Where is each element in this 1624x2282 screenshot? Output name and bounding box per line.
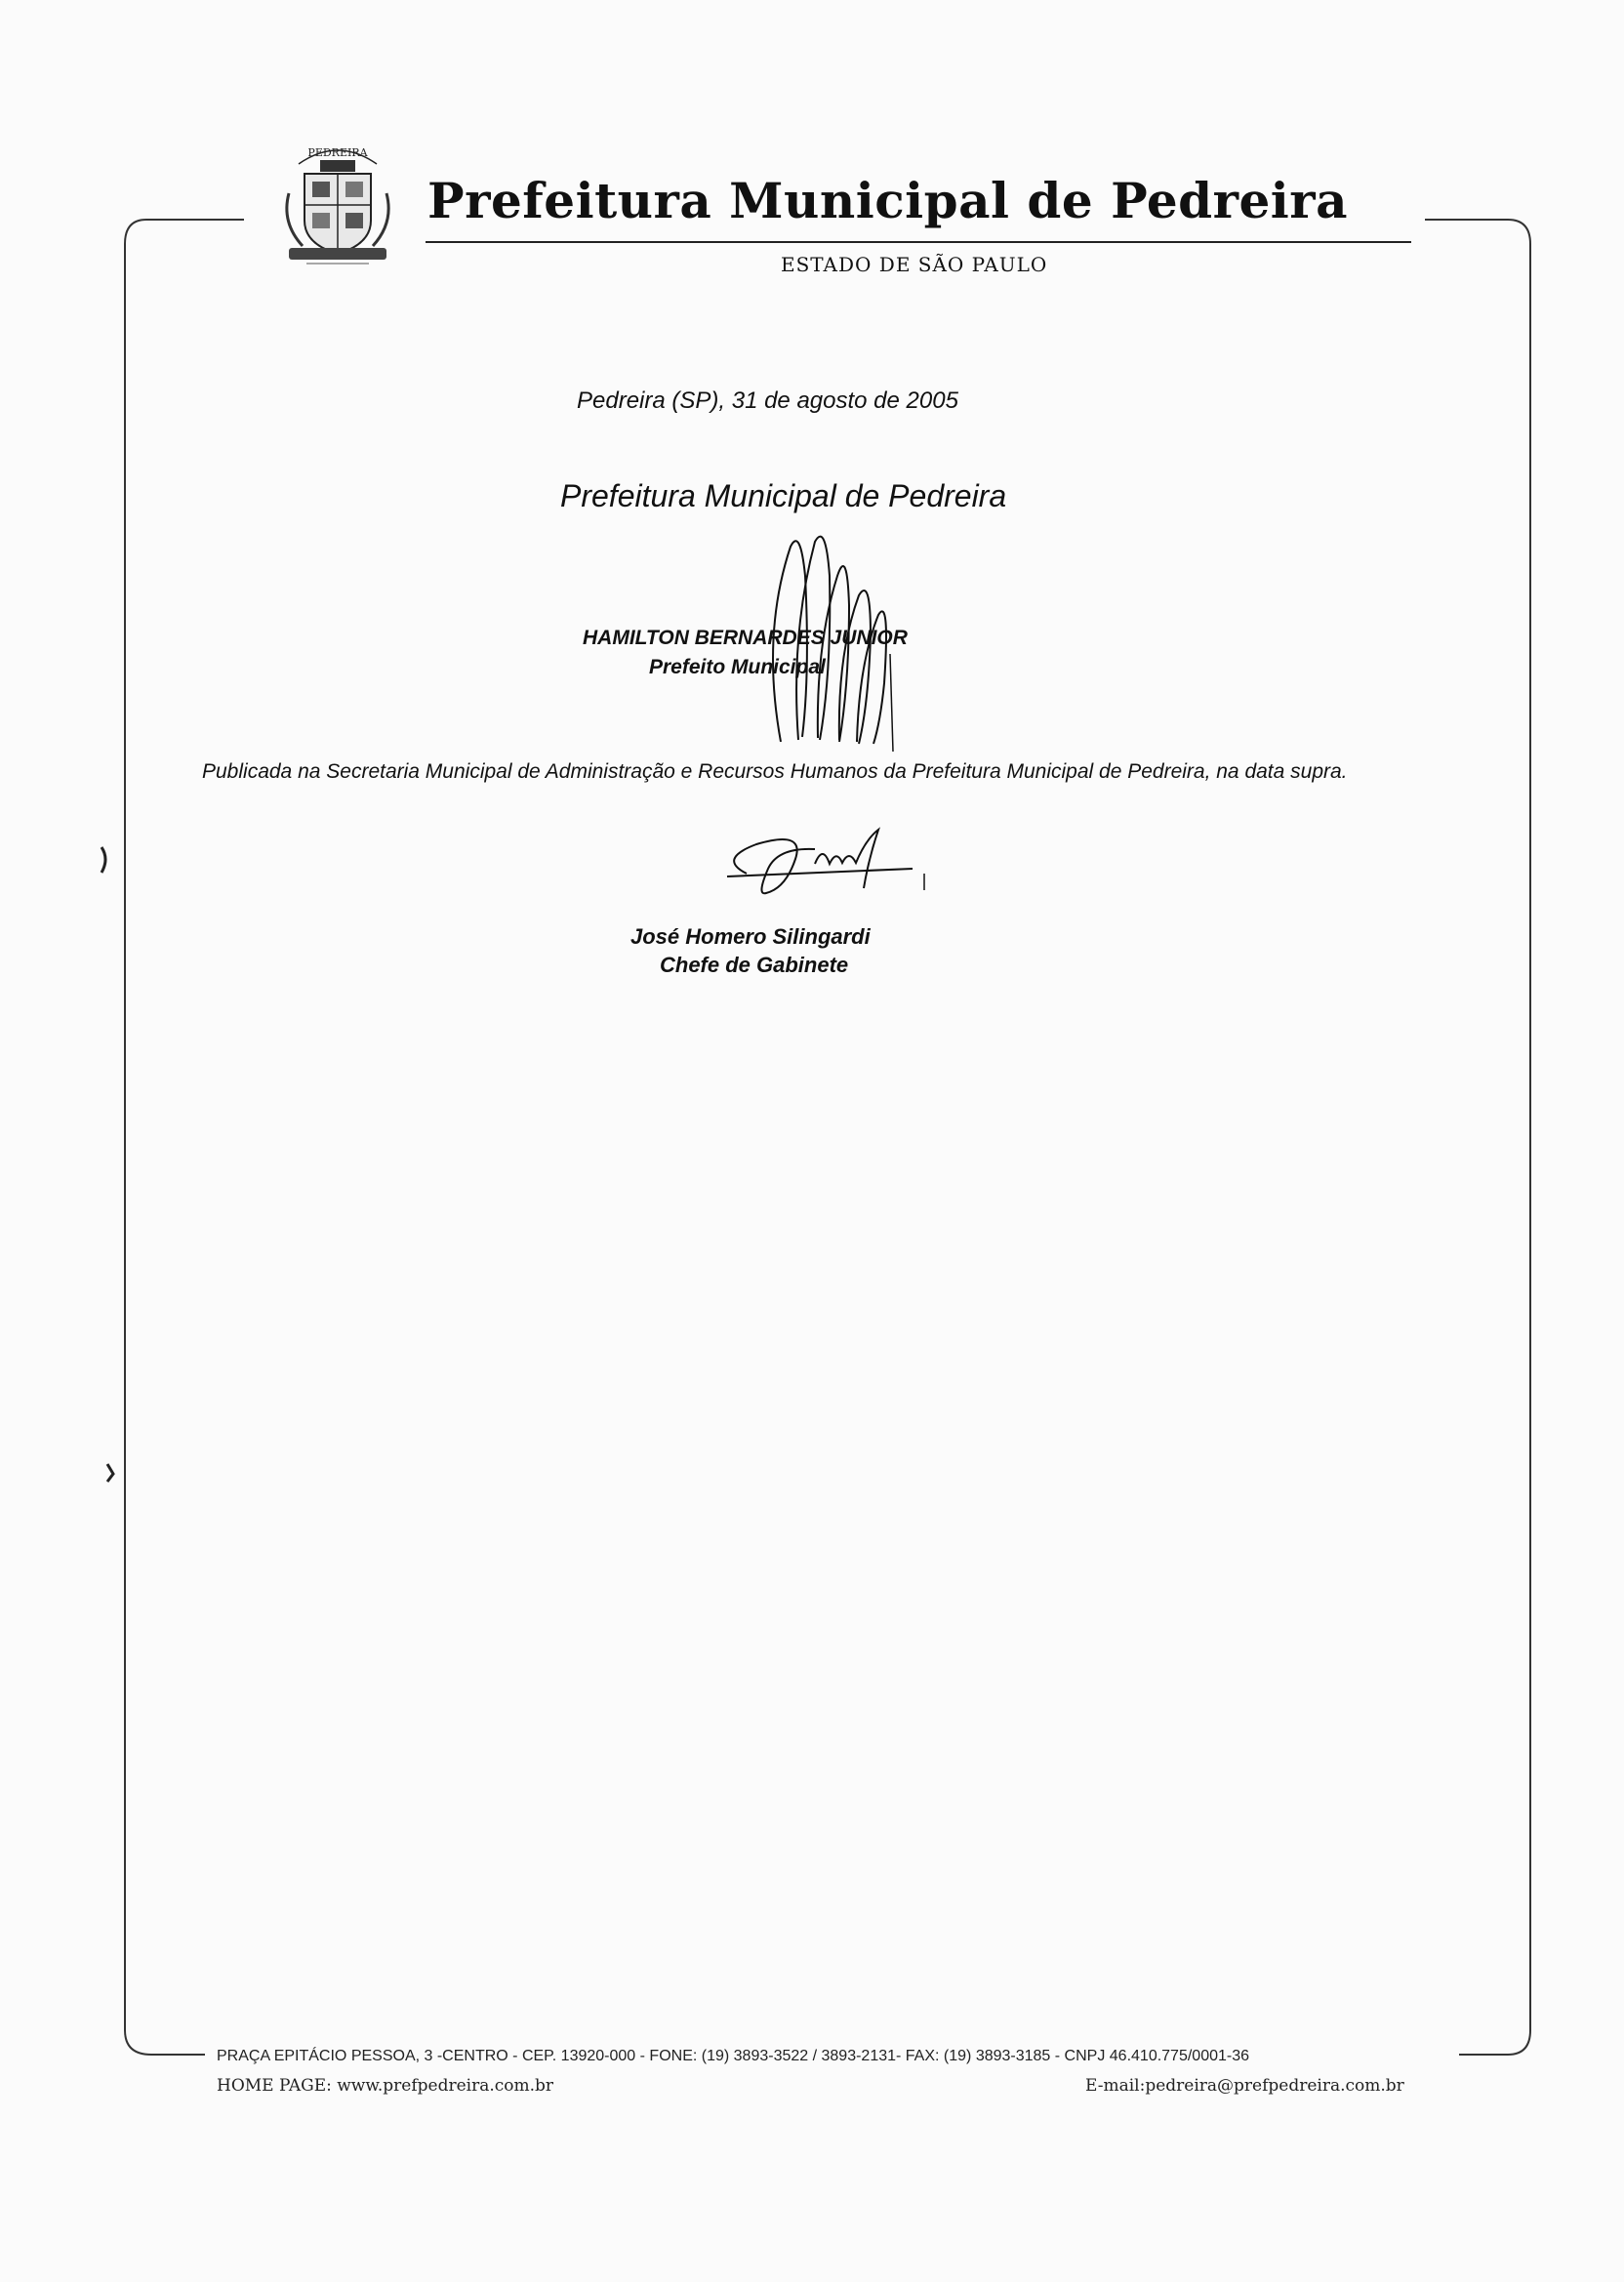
- coat-of-arms-icon: [277, 135, 398, 269]
- letterhead-title: Prefeitura Municipal de Pedreira: [427, 172, 1349, 229]
- chief-name: José Homero Silingardi: [630, 924, 871, 949]
- footer-email: E-mail:pedreira@prefpedreira.com.br: [1085, 2076, 1404, 2096]
- frame-top-left-line: [125, 220, 244, 2055]
- mayor-title: Prefeito Municipal: [649, 656, 826, 678]
- scan-mark: [107, 1464, 113, 1482]
- footer-homepage: HOME PAGE: www.prefpedreira.com.br: [217, 2076, 554, 2096]
- frame-right-line: [1425, 220, 1530, 2055]
- publication-note: Publicada na Secretaria Municipal de Administração e Recursos Humanos da Prefeitura Municipal de Pedreira, na data supra.: [202, 760, 1348, 783]
- scan-mark: [102, 847, 105, 873]
- chief-title: Chefe de Gabinete: [660, 953, 849, 977]
- issuing-organization: Prefeitura Municipal de Pedreira: [560, 478, 1007, 513]
- document-date: Pedreira (SP), 31 de agosto de 2005: [577, 387, 958, 414]
- letterhead-rule: [426, 241, 1411, 243]
- crest-text: PEDREIRA: [307, 146, 368, 159]
- mayor-name: HAMILTON BERNARDES JUNIOR: [583, 627, 908, 649]
- chief-signature-image: [708, 820, 952, 908]
- footer-address: PRAÇA EPITÁCIO PESSOA, 3 -CENTRO - CEP. 13920-000 - FONE: (19) 3893-3522 / 3893-2131- FAX: (19) 3893-3185 - CNPJ 46.410.775/0001-36: [217, 2048, 1250, 2064]
- letterhead-subtitle: ESTADO DE SÃO PAULO: [781, 253, 1048, 276]
